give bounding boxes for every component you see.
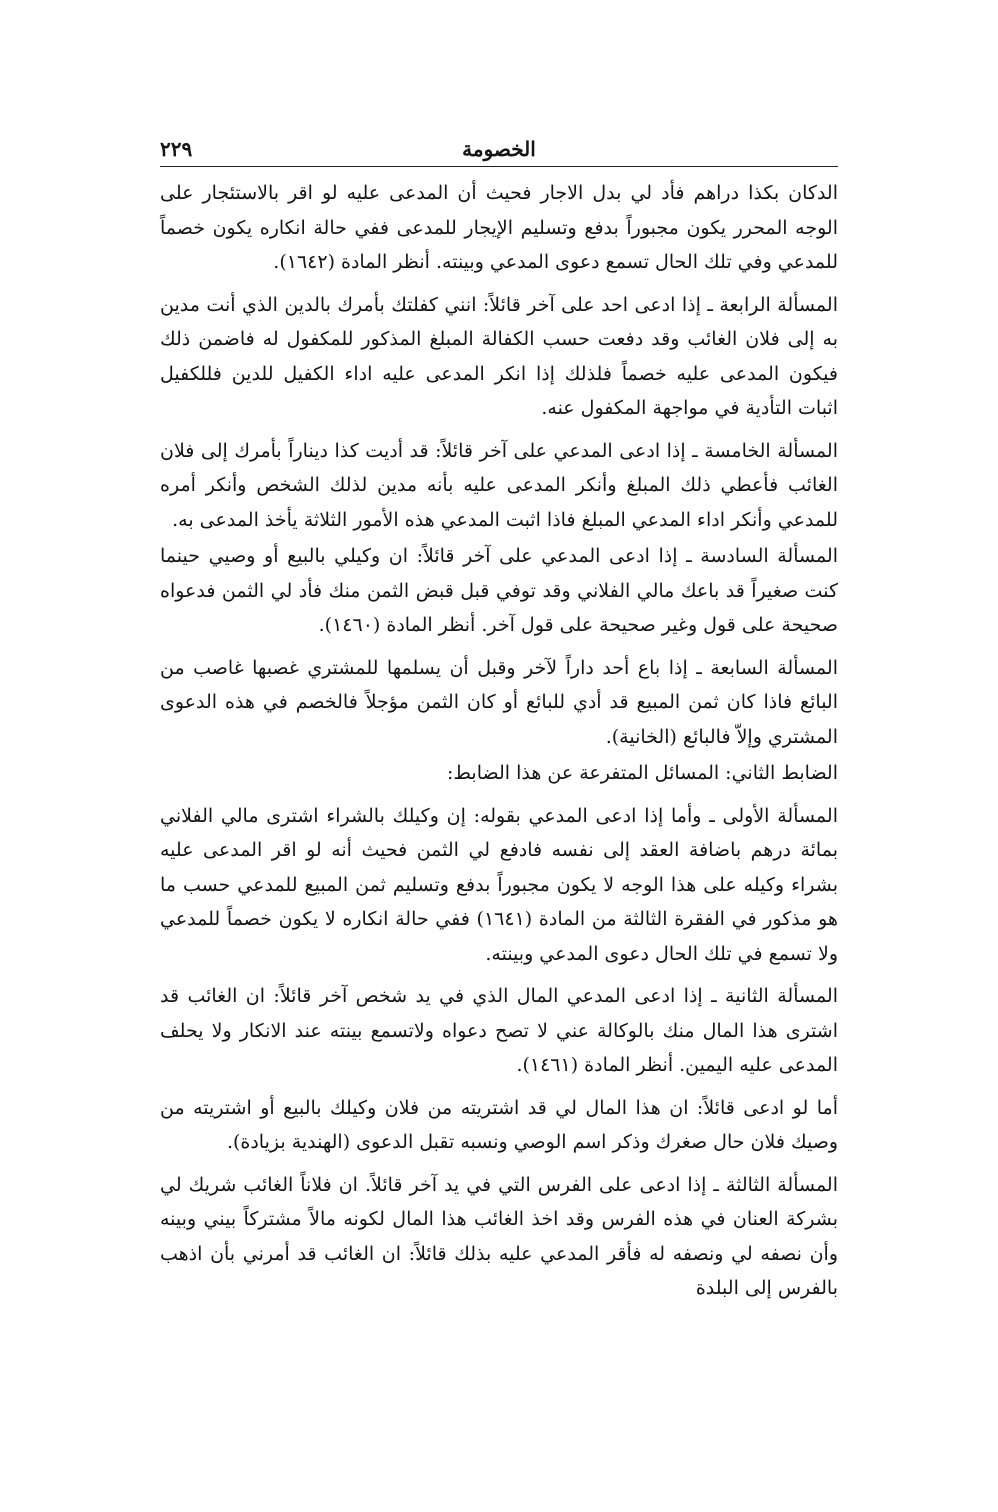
paragraph-rule-2-issue-2: المسألة الثانية ـ إذا ادعى المدعي المال الذي في يد شخص آخر قائلاً: ان الغائب قد اشترى هذا المال منك بالوكالة عني لا تصح دعواه ولاتسمع بينته عند الانكار ولا يحلف المدعى عليه اليمين. أنظر المادة (١٤٦١). bbox=[160, 985, 838, 1076]
paragraph-rule-2-issue-3: المسألة الثالثة ـ إذا ادعى على الفرس التي في يد آخر قائلاً. ان فلاناً الغائب شريك لي بشركة العنان في هذه الفرس وقد اخذ الغائب هذا المال لكونه مالاً مشتركاً بيني وبينه وأن نصفه لي ونصفه له فأقر المدعي عليه بذلك قائلاً: ان الغائب قد أمرني بأن اذهب بالفرس إلى البلدة bbox=[160, 1173, 838, 1299]
paragraph-claim-alternative: أما لو ادعى قائلاً: ان هذا المال لي قد اشتريته من فلان وكيلك بالبيع أو اشتريته من وصيك فلان حال صغرك وذكر اسم الوصي ونسبه تقبل الدعوى (الهندية بزيادة). bbox=[160, 1096, 838, 1153]
paragraph-issue-4: المسألة الرابعة ـ إذا ادعى احد على آخر قائلاً: انني كفلتك بأمرك بالدين الذي أنت مدين به إلى فلان الغائب وقد دفعت حسب الكفالة المبلغ المذكور للمكفول له فاضمن ذلك فيكون المدعى عليه خصماً فلذلك إذا انكر المدعى عليه اداء الكفيل للدين فللكفيل اثبات التأدية في مواجهة المكفول عنه. bbox=[160, 293, 838, 419]
paragraph-rule-2-heading: الضابط الثاني: المسائل المتفرعة عن هذا الضابط: bbox=[446, 762, 838, 784]
page-number: ٢٢٩ bbox=[160, 137, 193, 161]
paragraph-issue-6: المسألة السادسة ـ إذا ادعى المدعي على آخر قائلاً: ان وكيلي بالبيع أو وصيي حينما كنت صغيراً قد باعك مالي الفلاني وقد توفي قبل قبض الثمن منك فأد لي الثمن فدعواه صحيحة على قول وغير صحيحة على قول آخر. أنظر المادة (١٤٦٠). bbox=[160, 545, 838, 636]
running-header bbox=[160, 134, 838, 164]
chapter-title: الخصومة bbox=[462, 137, 536, 161]
header-rule bbox=[160, 166, 838, 167]
paragraph-rule-2-issue-1: المسألة الأولى ـ وأما إذا ادعى المدعي بقوله: إن وكيلك بالشراء اشترى مالي الفلاني بمائة درهم باضافة العقد إلى نفسه فادفع لي الثمن فحيث أنه لو اقر المدعى عليه بشراء وكيله على هذا الوجه لا يكون مجبوراً بدفع وتسليم ثمن المبيع للمدعي حسب ما هو مذكور في الفقرة الثالثة من المادة (١٦٤١) ففي حالة انكاره لا يكون خصماً للمدعي ولا تسمع في تلك الحال دعوى المدعي وبينته. bbox=[160, 804, 838, 965]
body-text bbox=[160, 176, 838, 1314]
paragraph-issue-5: المسألة الخامسة ـ إذا ادعى المدعي على آخر قائلاً: قد أديت كذا ديناراً بأمرك إلى فلان الغائب فأعطي ذلك المبلغ وأنكر المدعى عليه بأنه مدين لذلك الشخص وأنكر أمره للمدعي وأنكر اداء المدعي المبلغ فاذا اثبت المدعي هذه الأمور الثلاثة يأخذ المدعى به. bbox=[160, 439, 838, 531]
paragraph-continuation: الدكان بكذا دراهم فأد لي بدل الاجار فحيث أن المدعى عليه لو اقر بالاستئجار على الوجه المحرر يكون مجبوراً بدفع وتسليم الإيجار للمدعى ففي حالة انكاره يكون خصماً للمدعي وفي تلك الحال تسمع دعوى المدعي وبينته. أنظر المادة (١٦٤٢). bbox=[160, 182, 838, 273]
paragraph-issue-7: المسألة السابعة ـ إذا باع أحد داراً لآخر وقبل أن يسلمها للمشتري غصبها غاصب من البائع فاذا كان ثمن المبيع قد أدي للبائع أو كان الثمن مؤجلاً فالخصم في هذه الدعوى المشتري وإلاّ فالبائع (الخانية). bbox=[160, 656, 838, 748]
